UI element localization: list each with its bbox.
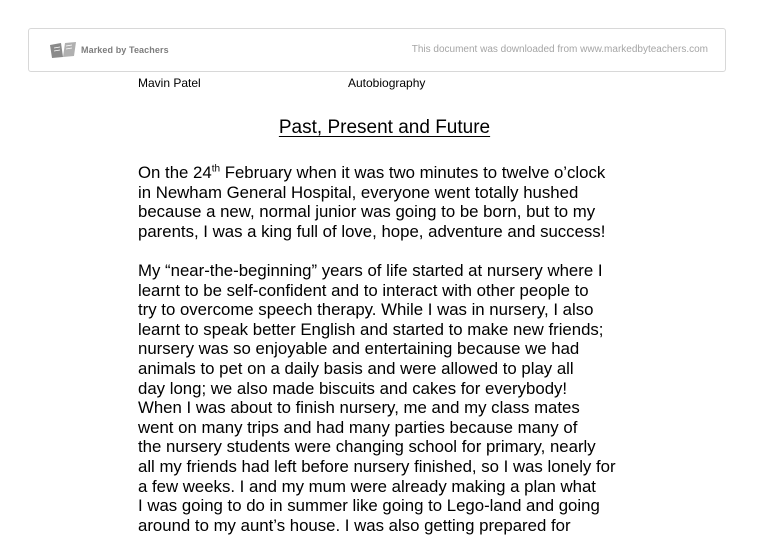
download-banner — [28, 28, 726, 72]
paragraph-1 — [138, 163, 638, 241]
paragraph-line: learnt to be self-confident and to interact with other people to — [138, 280, 589, 300]
paragraph-line: went on many trips and had many parties because many of — [138, 417, 578, 437]
paragraph-line: try to overcome speech therapy. While I was in nursery, I also — [138, 300, 594, 320]
paragraph-line: parents, I was a king full of love, hope, adventure and success! — [138, 221, 606, 241]
logo-text: Marked by Teachers — [81, 45, 169, 55]
open-book-icon — [49, 41, 77, 59]
paragraph-1-line-1 — [138, 163, 638, 183]
paragraph-line: in Newham General Hospital, everyone went totally hushed — [138, 182, 579, 202]
paragraph-2 — [138, 261, 638, 535]
paragraph-line: I was going to do in summer like going to Lego-land and going — [138, 496, 600, 516]
author-name: Mavin Patel — [138, 76, 201, 90]
paragraph-line: When I was about to finish nursery, me and my class mates — [138, 398, 580, 418]
paragraph-line: day long; we also made biscuits and cakes for everybody! — [138, 378, 568, 398]
ordinal-suffix: th — [211, 163, 221, 175]
paragraph-line: My “near-the-beginning” years of life started at nursery where I — [138, 261, 603, 280]
document-genre: Autobiography — [348, 76, 426, 90]
paragraph-line: all my friends had left before nursery finished, so I was lonely for — [138, 456, 616, 476]
download-source-note: This document was downloaded from www.markedbyteachers.com — [411, 44, 708, 55]
line-1-end: February when it was two minutes to twelve o’clock — [220, 163, 606, 182]
paragraph-line: animals to pet on a daily basis and were allowed to play all — [138, 358, 574, 378]
marked-by-teachers-logo[interactable] — [49, 41, 169, 59]
paragraph-line: around to my aunt’s house. I was also getting prepared for — [138, 515, 571, 535]
paragraph-line: because a new, normal junior was going to be born, but to my — [138, 202, 596, 222]
paragraph-line: the nursery students were changing school for primary, nearly — [138, 437, 596, 457]
paragraph-line: nursery was so enjoyable and entertaining because we had — [138, 339, 580, 359]
paragraph-line: a few weeks. I and my mum were already making a plan what — [138, 476, 596, 496]
document-title: Past, Present and Future — [278, 117, 491, 138]
paragraph-line: learnt to speak better English and started to make new friends; — [138, 319, 604, 339]
line-1-start: On the 24 — [138, 163, 212, 182]
